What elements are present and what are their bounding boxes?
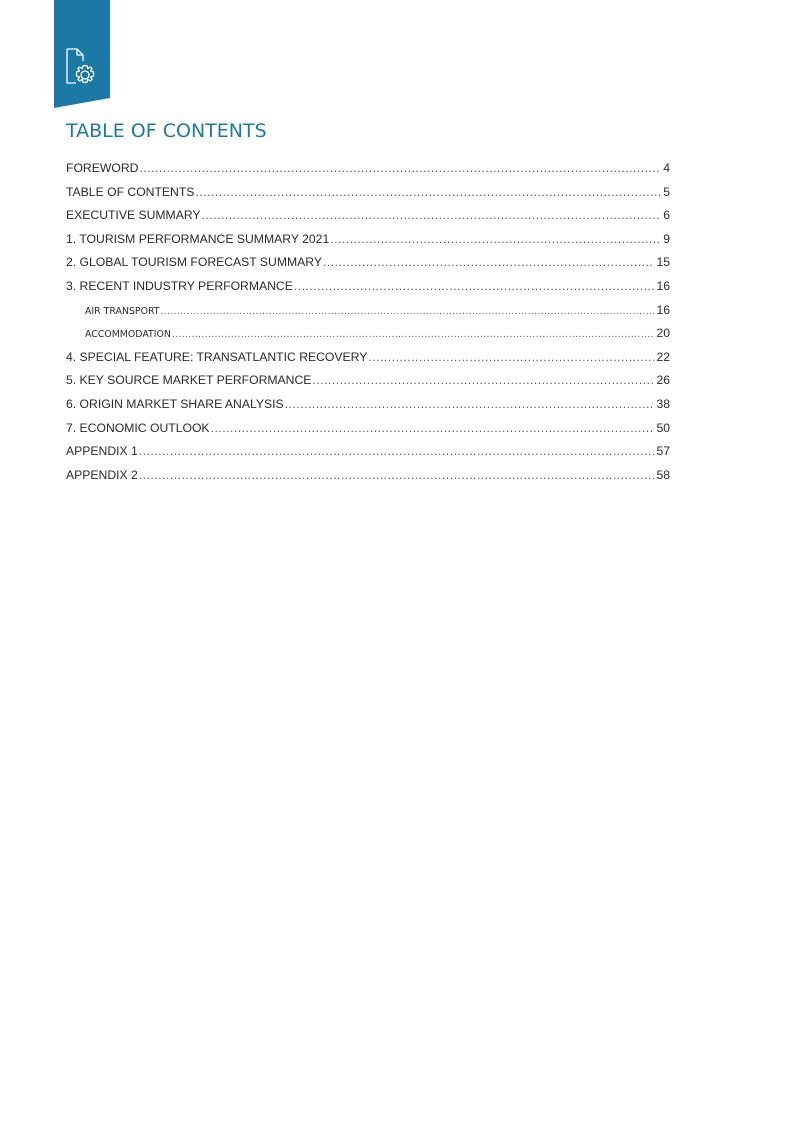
toc-page-number: 26	[656, 373, 670, 388]
toc-entry-label: 5. KEY SOURCE MARKET PERFORMANCE	[66, 373, 312, 388]
toc-entry-label: 4. SPECIAL FEATURE: TRANSATLANTIC RECOVERY	[66, 349, 368, 364]
page-title: TABLE OF CONTENTS	[66, 120, 267, 142]
toc-entry[interactable]	[66, 397, 670, 421]
toc-entry[interactable]	[66, 373, 670, 397]
toc-dot-leader	[323, 255, 654, 269]
toc-entry-label: 7. ECONOMIC OUTLOOK	[66, 420, 210, 435]
toc-page-number: 15	[656, 255, 670, 270]
toc-page-number: 22	[656, 349, 670, 364]
toc-entry[interactable]	[66, 185, 670, 209]
toc-page-number: 50	[656, 420, 670, 435]
toc-entry[interactable]	[66, 232, 670, 256]
toc-page-number: 58	[656, 467, 670, 482]
corner-tab-shape	[54, 0, 110, 108]
toc-entry-label: 2. GLOBAL TOURISM FORECAST SUMMARY	[66, 255, 322, 270]
toc-entry-label: ACCOMMODATION	[85, 329, 171, 341]
toc-entry[interactable]	[66, 421, 670, 445]
toc-dot-leader	[312, 373, 654, 387]
toc-entry-label: 3. RECENT INDUSTRY PERFORMANCE	[66, 278, 293, 293]
toc-dot-leader	[211, 421, 655, 435]
toc-subentry[interactable]	[66, 303, 670, 327]
toc-dot-leader	[195, 185, 661, 199]
toc-entry[interactable]	[66, 161, 670, 185]
toc-entry-label: TABLE OF CONTENTS	[66, 184, 195, 199]
toc-page-number: 4	[663, 161, 670, 175]
toc-subentry[interactable]	[66, 326, 670, 350]
toc-entry-label: EXECUTIVE SUMMARY	[66, 208, 201, 223]
table-of-contents	[66, 161, 670, 491]
toc-entry-label: 1. TOURISM PERFORMANCE SUMMARY 2021	[66, 231, 330, 246]
toc-entry[interactable]	[66, 208, 670, 232]
toc-entry-label: APPENDIX 2	[66, 467, 138, 482]
toc-page-number: 16	[656, 302, 670, 317]
toc-dot-leader	[368, 350, 654, 364]
toc-page-number: 57	[656, 444, 670, 459]
toc-dot-leader	[161, 306, 655, 317]
toc-entry[interactable]	[66, 255, 670, 279]
toc-entry-label: APPENDIX 1	[66, 444, 138, 459]
toc-dot-leader	[172, 329, 655, 340]
toc-entry[interactable]	[66, 279, 670, 303]
toc-page-number: 38	[656, 396, 670, 411]
toc-dot-leader	[285, 397, 655, 411]
toc-entry-label: 6. ORIGIN MARKET SHARE ANALYSIS	[66, 396, 284, 411]
toc-entry[interactable]	[66, 350, 670, 374]
toc-dot-leader	[139, 468, 655, 482]
toc-page-number: 16	[656, 278, 670, 293]
toc-page-number: 5	[663, 184, 670, 199]
toc-page-number: 20	[656, 326, 670, 341]
toc-dot-leader	[202, 208, 662, 222]
toc-page-number: 9	[663, 231, 670, 246]
toc-dot-leader	[330, 232, 661, 246]
toc-entry-label: FOREWORD	[66, 161, 139, 175]
toc-entry[interactable]	[66, 444, 670, 468]
toc-dot-leader	[139, 161, 661, 175]
toc-dot-leader	[294, 279, 655, 293]
toc-dot-leader	[139, 444, 655, 458]
toc-entry[interactable]	[66, 468, 670, 492]
toc-page-number: 6	[663, 208, 670, 223]
header-corner-tab	[54, 0, 110, 108]
toc-entry-label: AIR TRANSPORT	[85, 305, 160, 317]
